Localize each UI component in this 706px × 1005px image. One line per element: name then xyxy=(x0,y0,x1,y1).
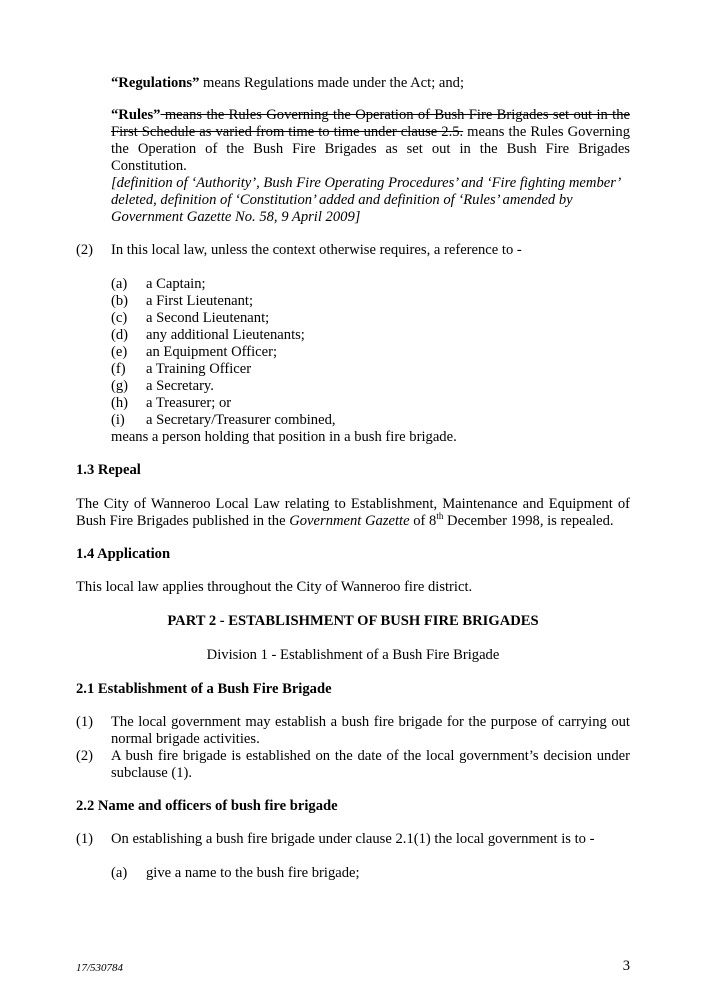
list-item-label: (c) xyxy=(111,310,128,326)
division-heading: Division 1 - Establishment of a Bush Fire Brigade xyxy=(206,647,500,663)
application-paragraph: This local law applies throughout the City of Wanneroo fire district. xyxy=(76,579,473,595)
repeal-ordinal-suffix: th xyxy=(436,511,444,522)
list-closing-text: means a person holding that position in a bush fire brigade. xyxy=(111,429,457,445)
document-reference: 17/530784 xyxy=(76,962,124,974)
clause-number: (1) xyxy=(76,831,94,847)
clause-number: (1) xyxy=(76,714,94,730)
clause-text: A bush fire brigade is established on the date of the local government’s decision under subclause (1). xyxy=(111,748,630,781)
section-heading-application: 1.4 Application xyxy=(76,546,171,562)
list-item-label: (a) xyxy=(111,276,128,292)
list-item-text: any additional Lieutenants; xyxy=(146,327,305,343)
list-item-text: a Secretary/Treasurer combined, xyxy=(146,412,336,428)
definition-regulations-text: means Regulations made under the Act; and; xyxy=(199,75,465,91)
list-item-label: (g) xyxy=(111,378,129,394)
list-item-text: a Secretary. xyxy=(146,378,214,394)
repeal-paragraph xyxy=(76,496,630,530)
repeal-text-mid: of 8 xyxy=(409,513,437,529)
section-heading-repeal: 1.3 Repeal xyxy=(76,462,141,478)
section-heading-establishment: 2.1 Establishment of a Bush Fire Brigade xyxy=(76,681,332,697)
term-rules: “Rules” xyxy=(111,107,161,123)
list-item-label: (b) xyxy=(111,293,129,309)
clause-text: The local government may establish a bush fire brigade for the purpose of carrying out normal brigade activities. xyxy=(111,714,630,747)
definition-rules-struck-text: means the Rules Governing the Operation of Bush Fire Brigades set out in the First Schedule as varied from time to time under clause 2.5. xyxy=(111,107,630,140)
definition-regulations xyxy=(111,75,631,92)
term-regulations: “Regulations” xyxy=(111,75,200,91)
clause-number: (2) xyxy=(76,242,94,258)
list-item-text: a Captain; xyxy=(146,276,206,292)
clause-text: On establishing a bush fire brigade under clause 2.1(1) the local government is to - xyxy=(111,831,595,847)
definition-rules xyxy=(111,107,630,175)
amendment-note: [definition of ‘Authority’, Bush Fire Operating Procedures’ and ‘Fire fighting member’ deleted, definition of ‘Constitution’ added and definition of ‘Rules’ amended by Government Gazette No. 58, 9 April 2009] xyxy=(111,175,620,225)
list-item-text: a Second Lieutenant; xyxy=(146,310,270,326)
list-item-label: (i) xyxy=(111,412,125,428)
list-item-text: an Equipment Officer; xyxy=(146,344,278,360)
definition-rules-text: means the Rules Governing the Operation of the Bush Fire Brigades as set out in the Bush Fire Brigades Constitution. xyxy=(111,124,630,174)
part-heading: PART 2 - ESTABLISHMENT OF BUSH FIRE BRIGADES xyxy=(167,613,539,629)
repeal-text-before: The City of Wanneroo Local Law relating to Establishment, Maintenance and Equipment of Bush Fire Brigades published in the xyxy=(76,496,630,529)
list-item-label: (e) xyxy=(111,344,128,360)
clause-number: (2) xyxy=(76,748,94,764)
list-item-text: a Treasurer; or xyxy=(146,395,232,411)
clause-text: In this local law, unless the context otherwise requires, a reference to - xyxy=(111,242,522,258)
repeal-gazette-title: Government Gazette xyxy=(289,513,410,529)
list-item-label: (h) xyxy=(111,395,129,411)
list-item-label: (f) xyxy=(111,361,126,377)
list-item-text: a First Lieutenant; xyxy=(146,293,253,309)
list-item-label: (a) xyxy=(111,865,128,881)
list-item-text: give a name to the bush fire brigade; xyxy=(146,865,360,881)
page-number: 3 xyxy=(622,958,630,974)
list-item-label: (d) xyxy=(111,327,129,343)
section-heading-name-officers: 2.2 Name and officers of bush fire brigade xyxy=(76,798,338,814)
repeal-text-after: December 1998, is repealed. xyxy=(443,513,614,529)
list-item-text: a Training Officer xyxy=(146,361,252,377)
